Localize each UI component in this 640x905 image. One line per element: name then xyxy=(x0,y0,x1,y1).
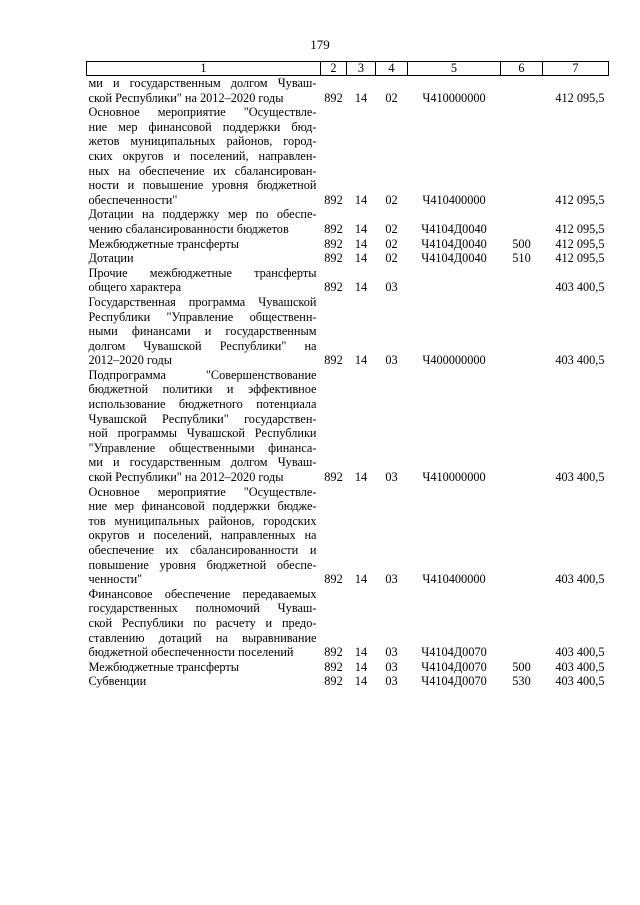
subsection-cell: 03 xyxy=(385,280,398,295)
row-name-cell xyxy=(87,485,321,587)
row-name-line: ных на обеспечение их сбалансирован- xyxy=(88,163,317,178)
row-name-cell xyxy=(87,674,321,689)
row-name-line: тов муниципальных районов, городских xyxy=(88,513,317,528)
column-header-5: 5 xyxy=(408,62,501,76)
admin-code-cell: 892 xyxy=(324,353,343,368)
target-article-cell: Ч4104Д0040 xyxy=(421,221,487,236)
row-name-line: ности и повышение уровня бюджетной xyxy=(88,178,317,193)
budget-table xyxy=(86,61,609,689)
amount-cell: 412 095,5 xyxy=(555,236,605,251)
row-name-line: ской Республики" на 2012–2020 годы xyxy=(88,90,284,105)
row-name-line: Основное мероприятие "Осуществле- xyxy=(88,105,317,120)
table-row xyxy=(87,485,609,587)
table-row xyxy=(87,674,609,689)
amount-cell: 412 095,5 xyxy=(555,90,605,105)
table-row xyxy=(87,105,609,207)
row-name-line: общего характера xyxy=(88,280,182,295)
target-article-cell: Ч4104Д0070 xyxy=(421,674,487,689)
row-name-line: ченности" xyxy=(88,572,143,587)
admin-code-cell: 892 xyxy=(324,470,343,485)
row-name-line: обеспечение их сбалансированности и xyxy=(88,543,317,557)
column-header-2: 2 xyxy=(321,62,347,76)
admin-code-cell: 892 xyxy=(324,236,343,251)
expense-type-cell xyxy=(501,207,543,236)
row-name-cell xyxy=(87,587,321,660)
amount-cell: 412 095,5 xyxy=(555,251,605,266)
subsection-cell: 03 xyxy=(385,674,398,689)
table-row xyxy=(87,368,609,485)
admin-code-cell: 892 xyxy=(324,645,343,660)
row-name-cell xyxy=(87,295,321,368)
subsection-cell: 03 xyxy=(385,659,398,674)
column-header-7: 7 xyxy=(543,62,609,76)
expense-type-cell: 510 xyxy=(512,251,531,266)
expense-type-cell xyxy=(501,105,543,207)
target-article-cell: Ч410000000 xyxy=(422,90,486,105)
amount-cell: 403 400,5 xyxy=(555,645,605,660)
row-name-line: Чувашской Республики" государствен- xyxy=(88,411,317,426)
row-name-line: повышение уровня бюджетной обеспе- xyxy=(88,557,317,572)
column-header-1: 1 xyxy=(87,62,321,76)
row-name-line: использование бюджетного потенциала xyxy=(88,397,317,412)
row-name-line: ской Республики по расчету и предо- xyxy=(88,615,317,630)
row-name-line: ставлению дотаций на выравнивание xyxy=(88,630,317,645)
expense-type-cell xyxy=(501,587,543,660)
expense-type-cell xyxy=(501,295,543,368)
row-name-line: жетов муниципальных районов, город- xyxy=(88,134,317,149)
section-cell: 14 xyxy=(354,353,368,368)
amount-cell: 403 400,5 xyxy=(555,470,605,485)
row-name-line: Государственная программа Чувашской xyxy=(88,294,317,309)
row-name-line: округов и поселений, направленных на xyxy=(88,528,317,543)
row-name-line: Межбюджетные трансферты xyxy=(88,659,240,674)
row-name-line: Межбюджетные трансферты xyxy=(88,236,240,251)
row-name-cell xyxy=(87,76,321,106)
target-article-cell: Ч4104Д0040 xyxy=(421,251,487,266)
section-cell: 14 xyxy=(354,192,368,207)
row-name-line: "Управление общественными финанса- xyxy=(88,440,317,455)
row-name-line: чению сбалансированности бюджетов xyxy=(88,221,289,236)
row-name-line: Подпрограмма "Совершенствование xyxy=(88,367,317,382)
table-row xyxy=(87,295,609,368)
column-header-4: 4 xyxy=(376,62,408,76)
amount-cell: 403 400,5 xyxy=(555,280,605,295)
target-article-cell: Ч400000000 xyxy=(422,353,486,368)
target-article-cell xyxy=(408,266,501,295)
subsection-cell: 02 xyxy=(385,236,398,251)
expense-type-cell xyxy=(501,368,543,485)
row-name-cell xyxy=(87,237,321,252)
section-cell: 14 xyxy=(354,572,368,587)
admin-code-cell: 892 xyxy=(324,221,343,236)
table-row xyxy=(87,76,609,106)
row-name-line: ной программы Чувашской Республики xyxy=(88,426,317,441)
table-row xyxy=(87,587,609,660)
row-name-cell xyxy=(87,251,321,266)
row-name-line: Дотации xyxy=(88,251,134,266)
row-name-cell xyxy=(87,105,321,207)
admin-code-cell: 892 xyxy=(324,572,343,587)
admin-code-cell: 892 xyxy=(324,251,343,266)
amount-cell: 403 400,5 xyxy=(555,674,605,689)
row-name-cell xyxy=(87,207,321,236)
target-article-cell: Ч410400000 xyxy=(422,192,486,207)
subsection-cell: 03 xyxy=(385,353,398,368)
expense-type-cell xyxy=(501,76,543,106)
row-name-line: ными финансами и государственным xyxy=(88,324,317,339)
expense-type-cell: 500 xyxy=(512,659,531,674)
target-article-cell: Ч4104Д0040 xyxy=(421,236,487,251)
table-row xyxy=(87,207,609,236)
target-article-cell: Ч4104Д0070 xyxy=(421,645,487,660)
row-name-cell xyxy=(87,266,321,295)
expense-type-cell xyxy=(501,485,543,587)
table-header-row xyxy=(87,62,609,76)
section-cell: 14 xyxy=(354,674,368,689)
row-name-line: ской Республики" на 2012–2020 годы xyxy=(88,470,284,485)
amount-cell: 403 400,5 xyxy=(555,659,605,674)
target-article-cell: Ч410400000 xyxy=(422,572,486,587)
row-name-line: долгом Чувашской Республики" на xyxy=(88,338,317,353)
column-header-6: 6 xyxy=(501,62,543,76)
admin-code-cell: 892 xyxy=(324,192,343,207)
subsection-cell: 03 xyxy=(385,645,398,660)
section-cell: 14 xyxy=(354,659,368,674)
row-name-line: 2012–2020 годы xyxy=(88,353,172,368)
subsection-cell: 03 xyxy=(385,470,398,485)
row-name-line: Финансовое обеспечение передаваемых xyxy=(88,586,317,601)
admin-code-cell: 892 xyxy=(324,280,343,295)
admin-code-cell: 892 xyxy=(324,659,343,674)
section-cell: 14 xyxy=(354,470,368,485)
subsection-cell: 02 xyxy=(385,90,398,105)
target-article-cell: Ч410000000 xyxy=(422,470,486,485)
row-name-line: Прочие межбюджетные трансферты xyxy=(88,265,317,280)
expense-type-cell: 500 xyxy=(512,236,531,251)
section-cell: 14 xyxy=(354,280,368,295)
row-name-line: обеспеченности" xyxy=(88,192,178,207)
target-article-cell: Ч4104Д0070 xyxy=(421,659,487,674)
row-name-line: Республики "Управление общественн- xyxy=(88,309,317,324)
column-header-3: 3 xyxy=(347,62,376,76)
expense-type-cell xyxy=(501,266,543,295)
amount-cell: 403 400,5 xyxy=(555,572,605,587)
row-name-line: ми и государственным долгом Чуваш- xyxy=(88,455,317,470)
row-name-line: Субвенции xyxy=(88,674,147,689)
amount-cell: 412 095,5 xyxy=(555,221,605,236)
row-name-line: бюджетной обеспеченности поселений xyxy=(88,645,294,660)
row-name-line: ние мер финансовой поддержки бюд- xyxy=(88,119,317,134)
row-name-line: ние мер финансовой поддержки бюдже- xyxy=(88,499,317,514)
expense-type-cell: 530 xyxy=(512,674,531,689)
amount-cell: 403 400,5 xyxy=(555,353,605,368)
section-cell: 14 xyxy=(354,236,368,251)
table-row xyxy=(87,266,609,295)
table-row xyxy=(87,660,609,675)
row-name-line: бюджетной политики и эффективное xyxy=(88,382,317,397)
admin-code-cell: 892 xyxy=(324,90,343,105)
row-name-line: Основное мероприятие "Осуществле- xyxy=(88,484,317,499)
row-name-cell xyxy=(87,660,321,675)
table-row xyxy=(87,251,609,266)
table-body xyxy=(87,76,609,689)
admin-code-cell: 892 xyxy=(324,674,343,689)
subsection-cell: 02 xyxy=(385,251,398,266)
row-name-line: ских округов и поселений, направлен- xyxy=(88,148,317,163)
subsection-cell: 02 xyxy=(385,192,398,207)
amount-cell: 412 095,5 xyxy=(555,192,605,207)
page-number: 179 xyxy=(310,37,330,52)
subsection-cell: 02 xyxy=(385,221,398,236)
table-row xyxy=(87,237,609,252)
section-cell: 14 xyxy=(354,251,368,266)
row-name-line: государственных полномочий Чуваш- xyxy=(88,601,317,616)
row-name-line: Дотации на поддержку мер по обеспе- xyxy=(88,207,317,222)
section-cell: 14 xyxy=(354,645,368,660)
subsection-cell: 03 xyxy=(385,572,398,587)
row-name-line: ми и государственным долгом Чуваш- xyxy=(88,76,317,90)
row-name-cell xyxy=(87,368,321,485)
section-cell: 14 xyxy=(354,221,368,236)
section-cell: 14 xyxy=(354,90,368,105)
